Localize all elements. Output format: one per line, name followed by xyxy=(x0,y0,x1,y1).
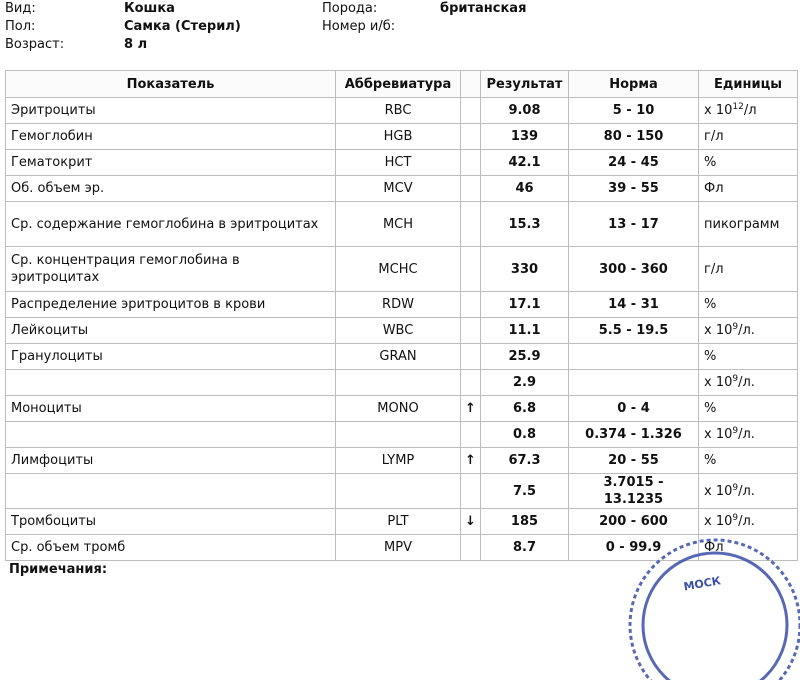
result-value: 15.3 xyxy=(481,202,569,247)
abbreviation xyxy=(336,474,461,509)
abbreviation: PLT xyxy=(336,509,461,535)
unit-cell xyxy=(699,150,798,176)
abbreviation: HGB xyxy=(336,124,461,150)
arrow-down-icon: ↓ xyxy=(461,509,481,535)
table-row xyxy=(6,247,798,292)
result-value: 2.9 xyxy=(481,370,569,396)
indicator-name: Лимфоциты xyxy=(6,448,336,474)
clinic-stamp xyxy=(600,530,800,680)
result-value: 7.5 xyxy=(481,474,569,509)
flag-cell xyxy=(461,422,481,448)
indicator-name: Гемоглобин xyxy=(6,124,336,150)
unit-text: % xyxy=(704,401,717,416)
indicator-name xyxy=(6,370,336,396)
result-value: 25.9 xyxy=(481,344,569,370)
indicator-name: Гранулоциты xyxy=(6,344,336,370)
result-value: 139 xyxy=(481,124,569,150)
unit-text: Фл xyxy=(704,181,724,196)
unit-cell xyxy=(699,292,798,318)
table-row xyxy=(6,448,798,474)
flag-cell xyxy=(461,124,481,150)
table-row xyxy=(6,370,798,396)
col-header-result: Результат xyxy=(481,71,569,98)
unit-exponent: 12 xyxy=(732,102,744,112)
norm-range: 80 - 150 xyxy=(569,124,699,150)
unit-cell xyxy=(699,247,798,292)
unit-text: x 10 xyxy=(704,103,733,118)
unit-text: пикограмм xyxy=(704,216,780,232)
abbreviation: MPV xyxy=(336,535,461,561)
species-label: Вид: xyxy=(5,1,36,16)
col-header-flag xyxy=(461,71,481,98)
unit-cell xyxy=(699,396,798,422)
table-row xyxy=(6,124,798,150)
stamp-circle xyxy=(630,540,800,680)
indicator-name: Гематокрит xyxy=(6,150,336,176)
results-table xyxy=(5,70,798,561)
norm-range: 5 - 10 xyxy=(569,98,699,124)
norm-range: 3.7015 - 13.1235 xyxy=(569,474,699,509)
indicator-name: Эритроциты xyxy=(6,98,336,124)
col-header-norm: Норма xyxy=(569,71,699,98)
unit-cell xyxy=(699,98,798,124)
arrow-up-icon: ↑ xyxy=(461,448,481,474)
flag-cell xyxy=(461,176,481,202)
unit-suffix: /л. xyxy=(738,427,755,442)
norm-range: 5.5 - 19.5 xyxy=(569,318,699,344)
norm-range: 20 - 55 xyxy=(569,448,699,474)
notes-label: Примечания: xyxy=(9,562,108,577)
indicator-name: Тромбоциты xyxy=(6,509,336,535)
unit-cell xyxy=(699,474,798,509)
unit-cell xyxy=(699,422,798,448)
unit-text: x 10 xyxy=(704,483,733,499)
flag-cell xyxy=(461,150,481,176)
unit-suffix: /л. xyxy=(738,483,755,499)
flag-cell xyxy=(461,247,481,292)
indicator-name: Распределение эритроцитов в крови xyxy=(6,292,336,318)
unit-exponent: 9 xyxy=(732,513,739,523)
unit-text: Фл xyxy=(704,540,724,555)
flag-cell xyxy=(461,318,481,344)
result-value: 6.8 xyxy=(481,396,569,422)
indicator-name: Ср. концентрация гемоглобина в эритроцитах xyxy=(6,247,336,292)
norm-range: 0 - 4 xyxy=(569,396,699,422)
result-value: 0.8 xyxy=(481,422,569,448)
table-row xyxy=(6,318,798,344)
breed-label: Порода: xyxy=(322,1,378,16)
flag-cell xyxy=(461,474,481,509)
unit-suffix: /л. xyxy=(738,514,755,529)
norm-range: 24 - 45 xyxy=(569,150,699,176)
case-number-label: Номер и/б: xyxy=(322,19,396,34)
indicator-name xyxy=(6,474,336,509)
abbreviation: MCHC xyxy=(336,247,461,292)
abbreviation: MCV xyxy=(336,176,461,202)
table-row xyxy=(6,396,798,422)
col-header-units: Единицы xyxy=(699,71,798,98)
result-value: 67.3 xyxy=(481,448,569,474)
patient-header xyxy=(0,0,800,60)
norm-range: 300 - 360 xyxy=(569,247,699,292)
unit-text: x 10 xyxy=(704,427,733,442)
norm-range: 200 - 600 xyxy=(569,509,699,535)
flag-cell xyxy=(461,370,481,396)
abbreviation: RBC xyxy=(336,98,461,124)
result-value: 46 xyxy=(481,176,569,202)
results-body xyxy=(6,98,798,561)
age-label: Возраст: xyxy=(5,37,65,52)
result-value: 8.7 xyxy=(481,535,569,561)
sex-label: Пол: xyxy=(5,19,36,34)
norm-range: 13 - 17 xyxy=(569,202,699,247)
unit-cell xyxy=(699,202,798,247)
table-row xyxy=(6,474,798,509)
norm-range xyxy=(569,344,699,370)
arrow-up-icon: ↑ xyxy=(461,396,481,422)
norm-range: 14 - 31 xyxy=(569,292,699,318)
unit-cell xyxy=(699,448,798,474)
unit-text: г/л xyxy=(704,261,724,277)
unit-cell xyxy=(699,370,798,396)
result-value: 17.1 xyxy=(481,292,569,318)
unit-text: x 10 xyxy=(704,514,733,529)
abbreviation xyxy=(336,422,461,448)
flag-cell xyxy=(461,98,481,124)
flag-cell xyxy=(461,202,481,247)
flag-cell xyxy=(461,344,481,370)
result-value: 185 xyxy=(481,509,569,535)
abbreviation: WBC xyxy=(336,318,461,344)
abbreviation: LYMP xyxy=(336,448,461,474)
abbreviation: MCH xyxy=(336,202,461,247)
flag-cell xyxy=(461,535,481,561)
indicator-name xyxy=(6,422,336,448)
norm-range xyxy=(569,370,699,396)
table-header-row xyxy=(6,71,798,98)
age-value: 8 л xyxy=(124,37,148,52)
indicator-name: Моноциты xyxy=(6,396,336,422)
col-header-abbreviation: Аббревиатура xyxy=(336,71,461,98)
indicator-name: Ср. объем тромб xyxy=(6,535,336,561)
unit-cell xyxy=(699,124,798,150)
abbreviation xyxy=(336,370,461,396)
result-value: 42.1 xyxy=(481,150,569,176)
table-row xyxy=(6,292,798,318)
unit-suffix: /л xyxy=(743,103,757,118)
norm-range: 0.374 - 1.326 xyxy=(569,422,699,448)
result-value: 9.08 xyxy=(481,98,569,124)
unit-suffix: /л. xyxy=(738,375,755,390)
abbreviation: GRAN xyxy=(336,344,461,370)
unit-exponent: 9 xyxy=(732,426,739,436)
unit-cell xyxy=(699,176,798,202)
result-value: 11.1 xyxy=(481,318,569,344)
breed-value: британская xyxy=(440,1,527,16)
unit-exponent: 9 xyxy=(732,374,739,384)
abbreviation: RDW xyxy=(336,292,461,318)
unit-text: x 10 xyxy=(704,375,733,390)
sex-value: Самка (Стерил) xyxy=(124,19,241,34)
stamp-text: МОСК xyxy=(682,574,722,594)
indicator-name: Лейкоциты xyxy=(6,318,336,344)
unit-text: x 10 xyxy=(704,323,733,338)
indicator-name: Об. объем эр. xyxy=(6,176,336,202)
unit-text: г/л xyxy=(704,129,724,144)
table-row xyxy=(6,150,798,176)
abbreviation: MONO xyxy=(336,396,461,422)
unit-text: % xyxy=(704,453,717,468)
table-row xyxy=(6,422,798,448)
abbreviation: HCT xyxy=(336,150,461,176)
species-value: Кошка xyxy=(124,1,175,16)
unit-exponent: 9 xyxy=(732,482,739,493)
unit-text: % xyxy=(704,155,717,170)
result-value: 330 xyxy=(481,247,569,292)
unit-text: % xyxy=(704,349,717,364)
unit-suffix: /л. xyxy=(738,323,755,338)
table-row xyxy=(6,202,798,247)
table-row xyxy=(6,344,798,370)
flag-cell xyxy=(461,292,481,318)
norm-range: 0 - 99.9 xyxy=(569,535,699,561)
table-row xyxy=(6,176,798,202)
indicator-name: Ср. содержание гемоглобина в эритроцитах xyxy=(6,202,336,247)
unit-exponent: 9 xyxy=(732,322,739,332)
norm-range: 39 - 55 xyxy=(569,176,699,202)
col-header-indicator: Показатель xyxy=(6,71,336,98)
unit-text: % xyxy=(704,297,717,312)
unit-cell xyxy=(699,318,798,344)
table-row xyxy=(6,98,798,124)
unit-cell xyxy=(699,344,798,370)
